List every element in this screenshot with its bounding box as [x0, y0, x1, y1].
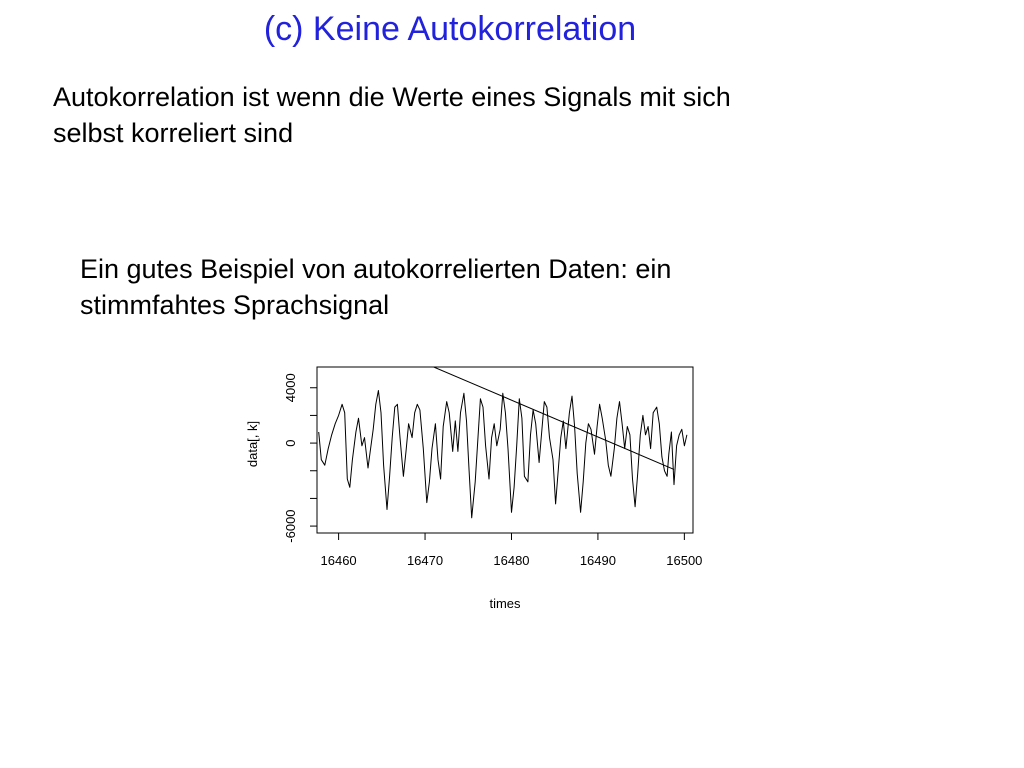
y-tick-label: 0: [283, 439, 298, 447]
trend-series-line: [434, 367, 674, 469]
example-line-1: Ein gutes Beispiel von autokorrelierten Daten: ein: [80, 254, 672, 284]
y-tick-label: -6000: [283, 509, 298, 543]
y-tick-label: 4000: [283, 373, 298, 403]
definition-paragraph: [53, 79, 953, 151]
speech-signal-chart: [240, 355, 720, 625]
x-axis-label: times: [489, 596, 521, 611]
example-line-2: stimmfahtes Sprachsignal: [80, 290, 390, 320]
slide-title-text: (c) Keine Autokorrelation: [263, 10, 637, 48]
x-tick-label: 16460: [320, 553, 357, 568]
plot-frame: [317, 367, 693, 533]
y-axis-label: data[, k]: [245, 420, 260, 468]
example-paragraph: [80, 251, 880, 323]
x-tick-label: 16470: [406, 553, 444, 568]
definition-line-1: Autokorrelation ist wenn die Werte eines Signals mit sich: [53, 82, 731, 112]
definition-line-2: selbst korreliert sind: [53, 118, 294, 148]
x-tick-label: 16490: [579, 553, 616, 568]
x-tick-label: 16480: [493, 553, 530, 568]
slide-title: [0, 10, 900, 49]
x-tick-label: 16500: [666, 553, 703, 568]
signal-series-line: [319, 391, 687, 518]
